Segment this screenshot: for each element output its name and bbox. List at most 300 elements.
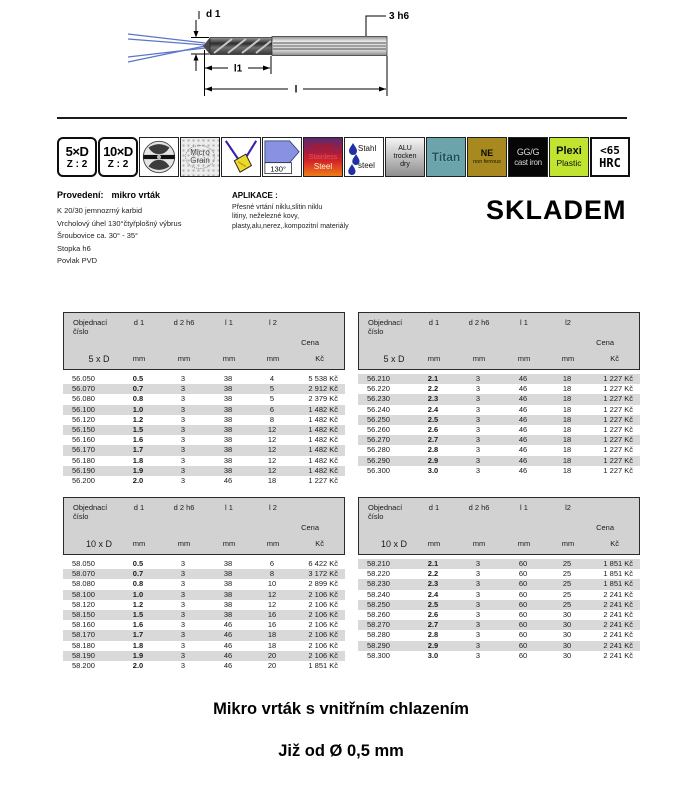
non-ferrous-icon bbox=[467, 137, 507, 177]
table-cell: 38 bbox=[223, 579, 233, 589]
table-row bbox=[358, 394, 640, 404]
label-shank-3h6: 3 h6 bbox=[389, 11, 410, 22]
price-table-10xd-left bbox=[63, 497, 345, 671]
unit-mm: mm bbox=[561, 539, 575, 548]
table-cell: 60 bbox=[518, 609, 528, 619]
table-cell: 18 bbox=[562, 394, 572, 404]
drill-technical-drawing bbox=[0, 0, 682, 125]
table-cell: 3 172 Kč bbox=[308, 569, 338, 579]
col-l1: l 1 bbox=[520, 503, 528, 512]
table-cell: 60 bbox=[518, 569, 528, 579]
table-cell: 3 bbox=[180, 579, 186, 589]
micro-grain-icon bbox=[180, 137, 220, 177]
table-cell: 8 bbox=[269, 414, 275, 424]
table-cell: 18 bbox=[562, 374, 572, 383]
table-cell: 60 bbox=[518, 579, 528, 589]
table-cell: 3 bbox=[180, 465, 186, 475]
table-cell: 2.4 bbox=[427, 404, 439, 414]
table-body bbox=[358, 374, 640, 476]
table-cell: 12 bbox=[267, 424, 277, 434]
unit-kc: Kč bbox=[315, 539, 324, 548]
table-body bbox=[358, 559, 640, 661]
table-cell: 1 482 Kč bbox=[308, 404, 338, 414]
table-cell: 38 bbox=[223, 424, 233, 434]
table-cell: 18 bbox=[562, 435, 572, 445]
table-cell: 3 bbox=[180, 599, 186, 609]
table-cell: 1.9 bbox=[132, 650, 144, 660]
point-angle-graphic bbox=[263, 138, 301, 176]
table-row bbox=[358, 456, 640, 466]
unit-mm: mm bbox=[427, 354, 441, 363]
price-table-5xd-left bbox=[63, 312, 345, 486]
table-cell: 5 538 Kč bbox=[308, 374, 338, 383]
table-cell: 1 851 Kč bbox=[308, 660, 338, 670]
table-cell: 2.5 bbox=[427, 414, 439, 424]
icon-label: 130° bbox=[270, 164, 287, 174]
property-icon-strip bbox=[57, 137, 631, 177]
table-row bbox=[358, 600, 640, 610]
table-cell: 38 bbox=[223, 384, 233, 394]
table-cell: 58.300 bbox=[367, 650, 390, 660]
table-cell: 58.080 bbox=[72, 579, 95, 589]
table-cell: 58.150 bbox=[72, 609, 95, 619]
table-cell: 1 482 Kč bbox=[308, 445, 338, 455]
table-cell: 2 106 Kč bbox=[308, 640, 338, 650]
table-row bbox=[358, 641, 640, 651]
table-row bbox=[358, 569, 640, 579]
table-cell: 38 bbox=[223, 374, 233, 383]
table-cell: 4 bbox=[269, 374, 275, 383]
col-d2h6: d 2 h6 bbox=[173, 503, 195, 512]
table-cell: 3 bbox=[180, 424, 186, 434]
icon-label: INOX bbox=[313, 142, 333, 152]
table-cell: 20 bbox=[267, 660, 277, 670]
table-cell: 2 106 Kč bbox=[308, 650, 338, 660]
table-cell: 1.8 bbox=[132, 455, 144, 465]
table-cell: 46 bbox=[518, 404, 528, 414]
table-cell: 58.230 bbox=[367, 579, 390, 589]
icon-label: <65 bbox=[600, 144, 620, 157]
table-cell: 3 bbox=[180, 404, 186, 414]
table-cell: 2 241 Kč bbox=[603, 609, 633, 619]
table-cell: 58.170 bbox=[72, 630, 95, 640]
applications-line: plasty,alu,nerez,.kompozitní materiály bbox=[232, 222, 349, 230]
table-cell: 2.0 bbox=[132, 660, 144, 670]
table-cell: 46 bbox=[518, 414, 528, 424]
table-cell: 3 bbox=[180, 640, 186, 650]
unit-mm: mm bbox=[427, 539, 441, 548]
table-cell: 58.200 bbox=[72, 660, 95, 670]
col-order: Objednací číslo bbox=[368, 503, 403, 521]
table-cell: 38 bbox=[223, 414, 233, 424]
table-cell: 1 482 Kč bbox=[308, 455, 338, 465]
table-cell: 46 bbox=[518, 435, 528, 445]
table-cell: 58.220 bbox=[367, 569, 390, 579]
col-l1: l 1 bbox=[225, 503, 233, 512]
table-row bbox=[63, 630, 345, 640]
table-cell: 56.170 bbox=[72, 445, 95, 455]
description-line: K 20/30 jemnozrný karbid bbox=[57, 206, 143, 215]
table-cell: 3 bbox=[475, 404, 481, 414]
table-cell: 58.050 bbox=[72, 559, 95, 568]
table-cell: 2 241 Kč bbox=[603, 620, 633, 630]
table-cell: 5 bbox=[269, 384, 275, 394]
label-l: l bbox=[294, 84, 298, 96]
table-cell: 3 bbox=[475, 424, 481, 434]
table-row bbox=[358, 405, 640, 415]
table-cell: 16 bbox=[267, 620, 277, 630]
table-row bbox=[63, 641, 345, 651]
col-l2: l 2 bbox=[269, 503, 277, 512]
table-cell: 0.5 bbox=[132, 374, 144, 383]
description-line: Vrcholový úhel 130°čtyřplošný výbrus bbox=[57, 218, 182, 228]
icon-label: Micro Grain bbox=[185, 145, 215, 169]
table-cell: 3 bbox=[475, 374, 481, 383]
table-cell: 38 bbox=[223, 559, 233, 568]
table-cell: 56.240 bbox=[367, 404, 390, 414]
table-cell: 1 227 Kč bbox=[603, 465, 633, 475]
table-cell: 18 bbox=[562, 465, 572, 475]
table-cell: 1.0 bbox=[132, 404, 144, 414]
table-cell: 1 482 Kč bbox=[308, 424, 338, 434]
size-label: 5 x D bbox=[383, 354, 405, 364]
table-cell: 1 227 Kč bbox=[603, 455, 633, 465]
table-cell: 0.7 bbox=[132, 384, 144, 394]
table-cell: 60 bbox=[518, 599, 528, 609]
table-row bbox=[63, 559, 345, 569]
table-row bbox=[63, 661, 345, 671]
table-cell: 60 bbox=[518, 620, 528, 630]
icon-label: 10×D bbox=[103, 143, 133, 159]
unit-mm: mm bbox=[266, 354, 280, 363]
table-cell: 3 bbox=[180, 569, 186, 579]
unit-mm: mm bbox=[222, 539, 236, 548]
titan-icon bbox=[426, 137, 466, 177]
table-cell: 12 bbox=[267, 599, 277, 609]
table-cell: 56.210 bbox=[367, 374, 390, 383]
col-d1: d 1 bbox=[133, 503, 145, 512]
unit-kc: Kč bbox=[610, 354, 619, 363]
col-cena: Cena bbox=[301, 523, 319, 532]
icon-label: Plexi bbox=[556, 145, 582, 158]
table-cell: 2 241 Kč bbox=[603, 589, 633, 599]
table-cell: 3 bbox=[180, 630, 186, 640]
table-cell: 2.0 bbox=[132, 475, 144, 485]
table-cell: 1 227 Kč bbox=[308, 475, 338, 485]
table-cell: 10 bbox=[267, 579, 277, 589]
col-d1: d 1 bbox=[133, 318, 145, 327]
icon-label: Stainless bbox=[308, 153, 338, 161]
table-cell: 3 bbox=[475, 599, 481, 609]
table-row bbox=[358, 590, 640, 600]
unit-mm: mm bbox=[132, 539, 146, 548]
table-row bbox=[63, 476, 345, 486]
table-cell: 3 bbox=[475, 589, 481, 599]
table-cell: 56.180 bbox=[72, 455, 95, 465]
table-cell: 2 106 Kč bbox=[308, 609, 338, 619]
unit-mm: mm bbox=[132, 354, 146, 363]
table-cell: 58.190 bbox=[72, 650, 95, 660]
table-cell: 58.280 bbox=[367, 630, 390, 640]
col-order: Objednací číslo bbox=[368, 318, 403, 336]
table-row bbox=[358, 384, 640, 394]
table-cell: 1 227 Kč bbox=[603, 404, 633, 414]
table-cell: 1.6 bbox=[132, 435, 144, 445]
table-cell: 2 106 Kč bbox=[308, 589, 338, 599]
unit-mm: mm bbox=[472, 539, 486, 548]
table-row bbox=[63, 384, 345, 394]
icon-label: Stahl steel bbox=[358, 144, 377, 170]
stock-status-label: SKLADEM bbox=[486, 195, 627, 225]
table-cell: 56.080 bbox=[72, 394, 95, 404]
table-cell: 3 bbox=[475, 620, 481, 630]
table-row bbox=[358, 610, 640, 620]
table-row bbox=[63, 425, 345, 435]
table-cell: 46 bbox=[518, 384, 528, 394]
col-l1: l 1 bbox=[520, 318, 528, 327]
table-cell: 2.3 bbox=[427, 394, 439, 404]
table-cell: 46 bbox=[223, 620, 233, 630]
table-row bbox=[358, 374, 640, 384]
table-cell: 58.180 bbox=[72, 640, 95, 650]
table-header bbox=[358, 497, 640, 555]
table-row bbox=[358, 630, 640, 640]
table-row bbox=[63, 445, 345, 455]
table-cell: 1.8 bbox=[132, 640, 144, 650]
table-cell: 2.5 bbox=[427, 599, 439, 609]
size-label: 10 x D bbox=[85, 539, 112, 549]
table-cell: 30 bbox=[562, 640, 572, 650]
table-body bbox=[63, 374, 345, 486]
size-label: 5 x D bbox=[88, 354, 110, 364]
table-cell: 1 482 Kč bbox=[308, 435, 338, 445]
table-header bbox=[63, 497, 345, 555]
table-cell: 3 bbox=[180, 650, 186, 660]
table-cell: 46 bbox=[518, 374, 528, 383]
col-cena: Cena bbox=[301, 338, 319, 347]
table-cell: 25 bbox=[562, 569, 572, 579]
price-table-10xd-right bbox=[358, 497, 640, 661]
applications-line: litiny, neželezné kovy, bbox=[232, 213, 300, 221]
table-cell: 3 bbox=[180, 559, 186, 568]
table-cell: 1 227 Kč bbox=[603, 445, 633, 455]
table-cell: 1.6 bbox=[132, 620, 144, 630]
table-cell: 3 bbox=[180, 455, 186, 465]
table-cell: 1 851 Kč bbox=[603, 569, 633, 579]
table-cell: 1 227 Kč bbox=[603, 414, 633, 424]
table-cell: 2 379 Kč bbox=[308, 394, 338, 404]
table-cell: 46 bbox=[518, 465, 528, 475]
icon-label: Titan bbox=[431, 150, 461, 164]
table-cell: 3 bbox=[180, 384, 186, 394]
col-cena: Cena bbox=[596, 523, 614, 532]
alu-dry-icon bbox=[385, 137, 425, 177]
table-cell: 58.100 bbox=[72, 589, 95, 599]
unit-mm: mm bbox=[561, 354, 575, 363]
table-cell: 3 bbox=[475, 465, 481, 475]
table-cell: 56.280 bbox=[367, 445, 390, 455]
table-cell: 46 bbox=[518, 394, 528, 404]
table-row bbox=[358, 579, 640, 589]
table-cell: 0.8 bbox=[132, 579, 144, 589]
table-cell: 58.160 bbox=[72, 620, 95, 630]
table-cell: 46 bbox=[518, 424, 528, 434]
icon-label: HRC bbox=[599, 156, 621, 170]
table-cell: 56.190 bbox=[72, 465, 95, 475]
unit-kc: Kč bbox=[610, 539, 619, 548]
table-cell: 56.260 bbox=[367, 424, 390, 434]
table-row bbox=[358, 425, 640, 435]
table-row bbox=[358, 445, 640, 455]
table-cell: 56.100 bbox=[72, 404, 95, 414]
table-cell: 56.300 bbox=[367, 465, 390, 475]
table-cell: 56.290 bbox=[367, 455, 390, 465]
table-cell: 1.2 bbox=[132, 599, 144, 609]
label-l1: l1 bbox=[233, 63, 243, 75]
inox-stainless-steel-icon bbox=[303, 137, 343, 177]
table-header bbox=[358, 312, 640, 370]
table-cell: 3 bbox=[475, 650, 481, 660]
table-cell: 1.0 bbox=[132, 589, 144, 599]
icon-label: dry bbox=[400, 161, 410, 168]
table-cell: 1.5 bbox=[132, 424, 144, 434]
table-cell: 2.1 bbox=[427, 559, 439, 568]
table-cell: 60 bbox=[518, 630, 528, 640]
table-cell: 3 bbox=[475, 569, 481, 579]
table-cell: 3.0 bbox=[427, 465, 439, 475]
col-order: Objednací číslo bbox=[73, 318, 108, 336]
table-cell: 2.6 bbox=[427, 424, 439, 434]
table-cell: 58.070 bbox=[72, 569, 95, 579]
table-cell: 0.7 bbox=[132, 569, 144, 579]
table-cell: 3.0 bbox=[427, 650, 439, 660]
table-cell: 3 bbox=[180, 445, 186, 455]
icon-5xd-z2 bbox=[57, 137, 97, 177]
table-cell: 56.270 bbox=[367, 435, 390, 445]
icon-label: GG/G bbox=[516, 146, 540, 157]
table-cell: 2.2 bbox=[427, 569, 439, 579]
table-cell: 2.3 bbox=[427, 579, 439, 589]
table-cell: 46 bbox=[518, 455, 528, 465]
table-cell: 2.2 bbox=[427, 384, 439, 394]
footer-title: Mikro vrták s vnitřním chlazením bbox=[213, 700, 469, 718]
cast-iron-icon bbox=[508, 137, 548, 177]
table-cell: 38 bbox=[223, 394, 233, 404]
table-cell: 25 bbox=[562, 579, 572, 589]
section-divider bbox=[57, 117, 627, 119]
plexi-plastic-icon bbox=[549, 137, 589, 177]
table-cell: 46 bbox=[223, 475, 233, 485]
table-row bbox=[358, 435, 640, 445]
table-cell: 56.160 bbox=[72, 435, 95, 445]
table-cell: 12 bbox=[267, 445, 277, 455]
table-cell: 1.9 bbox=[132, 465, 144, 475]
table-cell: 2 241 Kč bbox=[603, 650, 633, 660]
table-cell: 38 bbox=[223, 589, 233, 599]
table-cell: 18 bbox=[562, 455, 572, 465]
table-cell: 30 bbox=[562, 650, 572, 660]
table-cell: 38 bbox=[223, 445, 233, 455]
table-cell: 6 bbox=[269, 404, 275, 414]
table-row bbox=[63, 466, 345, 476]
table-cell: 3 bbox=[475, 559, 481, 568]
table-row bbox=[358, 559, 640, 569]
table-cell: 56.230 bbox=[367, 394, 390, 404]
table-cell: 2 912 Kč bbox=[308, 384, 338, 394]
point-angle-130-icon bbox=[262, 137, 302, 177]
table-cell: 12 bbox=[267, 465, 277, 475]
table-cell: 18 bbox=[562, 445, 572, 455]
col-d1: d 1 bbox=[428, 318, 440, 327]
table-body bbox=[63, 559, 345, 671]
table-row bbox=[63, 435, 345, 445]
table-row bbox=[63, 374, 345, 384]
table-cell: 18 bbox=[562, 404, 572, 414]
table-row bbox=[358, 466, 640, 476]
icon-label: non ferrous bbox=[473, 158, 501, 165]
col-l2: l2 bbox=[565, 318, 571, 327]
product-description bbox=[57, 190, 227, 268]
table-cell: 38 bbox=[223, 599, 233, 609]
label-d1: d 1 bbox=[206, 9, 221, 20]
drill-cross-section-icon bbox=[139, 137, 179, 177]
table-cell: 3 bbox=[180, 660, 186, 670]
table-cell: 8 bbox=[269, 569, 275, 579]
table-cell: 2.9 bbox=[427, 640, 439, 650]
table-cell: 56.070 bbox=[72, 384, 95, 394]
table-cell: 18 bbox=[267, 640, 277, 650]
col-d1: d 1 bbox=[428, 503, 440, 512]
table-cell: 3 bbox=[475, 579, 481, 589]
applications-block bbox=[232, 191, 402, 231]
table-cell: 56.050 bbox=[72, 374, 95, 383]
table-cell: 2.1 bbox=[427, 374, 439, 383]
table-cell: 60 bbox=[518, 650, 528, 660]
table-cell: 3 bbox=[475, 640, 481, 650]
table-cell: 1 227 Kč bbox=[603, 435, 633, 445]
footer-subtitle: Již od Ø 0,5 mm bbox=[278, 742, 404, 760]
dimension-d1 bbox=[191, 11, 209, 71]
table-row bbox=[63, 600, 345, 610]
table-row bbox=[63, 456, 345, 466]
pvd-coating-icon bbox=[221, 137, 261, 177]
table-cell: 6 bbox=[269, 559, 275, 568]
table-row bbox=[358, 620, 640, 630]
applications-line: Přesné vrtání niklu,slitin niklu bbox=[232, 204, 323, 211]
table-cell: 18 bbox=[562, 384, 572, 394]
table-cell: 3 bbox=[475, 609, 481, 619]
table-cell: 2 241 Kč bbox=[603, 599, 633, 609]
icon-label: trocken bbox=[393, 153, 417, 160]
table-cell: 46 bbox=[223, 640, 233, 650]
icon-label: Plastic bbox=[556, 158, 582, 169]
table-cell: 58.260 bbox=[367, 609, 390, 619]
table-row bbox=[63, 651, 345, 661]
table-row bbox=[63, 620, 345, 630]
table-cell: 46 bbox=[223, 650, 233, 660]
table-cell: 3 bbox=[475, 445, 481, 455]
table-header bbox=[63, 312, 345, 370]
table-cell: 3 bbox=[180, 435, 186, 445]
table-cell: 18 bbox=[562, 424, 572, 434]
description-heading: Provedení: mikro vrták bbox=[57, 190, 161, 200]
col-l1: l 1 bbox=[225, 318, 233, 327]
table-cell: 2.6 bbox=[427, 609, 439, 619]
table-cell: 60 bbox=[518, 640, 528, 650]
table-cell: 56.220 bbox=[367, 384, 390, 394]
table-cell: 3 bbox=[180, 609, 186, 619]
table-cell: 56.200 bbox=[72, 475, 95, 485]
